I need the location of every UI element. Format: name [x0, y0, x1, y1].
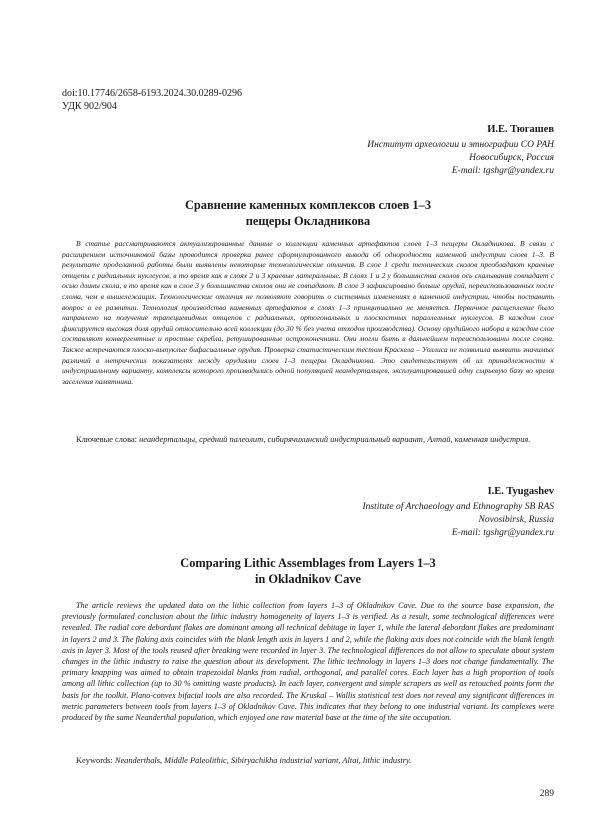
author-en: I.E. Tyugashev — [487, 486, 554, 497]
keywords-en — [62, 755, 554, 766]
title-ru-line-1: Сравнение каменных комплексов слоев 1–3 — [184, 198, 432, 212]
article-meta — [62, 87, 242, 113]
title-ru-line-2: пещеры Окладникова — [245, 214, 371, 228]
udk-line: УДК 902/904 — [62, 101, 117, 112]
affiliation-ru-institute: Институт археологии и этнографии СО РАН — [367, 140, 554, 150]
abstract-ru: В статье рассматриваются актуализированные данные о коллекции каменных артефактов слоев 1–3 пещеры Окладникова. В связи с расширением источниковой базы проводится проверка ранее сформулированного вывода об однородности каменной индустрии слоев 1–3. В результате проделанной работы были выявлены некоторые технологические отличия. В слое 1 среди технических сколов преобладают краевые отщепы с радиальных нуклеусов, в то время как в слоях 2 и 3 краевые латеральные. В слоях 1 и 2 у большинства сколов ось скалывания совпадает с осью длины скола, в то время как в слое 3 у большинства сколов они не совпадают. В слое 3 зафиксировано больше орудий, переиспользованных после слома, чем в вышележащих. Технологические отличия не позволяют говорить о системных изменениях в каменной индустрии, чтобы поставить вопрос о ее развитии. Технология производства каменных артефактов в слоях 1–3 принципиально не меняется. Первичное расщепление было направлено на получение трапециевидных отщепов с радиальных, ортогональных и плоскостных параллельных нуклеусов. В каждом слое фиксируется высокая доля орудий относительно всей коллекции (до 30 % без учета отходов производства). Основу орудийного набора в каждом слое составляют конвергентные и простые скребла, ретушированные остроконечники. Они могли быть в дальнейшем переиспользованы после слома. Также встречаются плоско-выпуклые бифасиальные орудия. Проверка статистическим тестом Краскела – Уоллиса не позволила выявить значимых различий в метрических показателях между орудиями слоев 1–3 пещеры Окладникова. Это свидетельствует об их принадлежности к индустриальному варианту, комплексы которого производились одной популяцией неандертальцев, эксплуатировавшей одну сырьевую базу во время заселения памятника. — [62, 239, 554, 386]
keywords-en-label: Keywords: — [76, 756, 113, 765]
affiliation-ru — [367, 139, 554, 178]
keywords-ru-label: Ключевые слова: — [76, 435, 137, 444]
affiliation-en — [362, 501, 554, 540]
abstract-en: The article reviews the updated data on the lithic collection from layers 1–3 of Okladnikov Cave. Due to the source base expansion, the previously formulated conclusion about the lithic industry homogeneity of layers 1–3 is verified. As a result, some technological differences were revealed. The radial core debordant flakes are dominant among all technical debitage in layer 1, while the lateral debordant flakes are predominant in layers 2 and 3. The flaking axis coincides with the blank length axis in layers 1 and 2, while the flaking axis does not coincide with the blank length axis in layer 3. Most of the tools reused after breaking were recorded in layer 3. The technological differences do not allow to speculate about system changes in the lithic industry to raise the question about its development. The lithic technology in layers 1–3 does not change fundamentally. The primary knapping was aimed to obtain trapezoidal blanks from radial, orthogonal, and parallel cores. Each layer has a high proportion of tools among all lithic collection (up to 30 % omitting waste products). In each layer, convergent and simple scrapers as well as retouched points form the basis for the toolkit. Plano-convex bifacial tools are also recorded. The Kruskal – Wallis statistical test does not reveal any significant differences in metric parameters between tools from layers 1–3 of Okladnikov Cave. This indicates that they belong to one industrial variant. Its complexes were produced by the same Neanderthal population, which enjoyed one raw material base at the time of the site occupation. — [62, 601, 554, 723]
title-ru — [62, 197, 554, 229]
keywords-en-text: Neanderthals, Middle Paleolithic, Sibiryachikha industrial variant, Altai, lithic industry. — [114, 756, 412, 765]
page-number: 289 — [539, 789, 554, 799]
affiliation-en-email: E-mail: tgshgr@yandex.ru — [451, 528, 554, 538]
author-ru: И.Е. Тюгашев — [487, 124, 554, 135]
title-en — [62, 555, 554, 587]
keywords-ru — [62, 434, 554, 445]
title-en-line-1: Comparing Lithic Assemblages from Layers 1–3 — [180, 556, 436, 570]
title-en-line-2: in Okladnikov Cave — [254, 572, 362, 586]
affiliation-ru-email: E-mail: tgshgr@yandex.ru — [451, 166, 554, 176]
keywords-ru-text: неандертальцы, средний палеолит, сибирячихинский индустриальный вариант, Алтай, каменная индустрия. — [139, 435, 531, 444]
doi-line: doi:10.17746/2658-6193.2024.30.0289-0296 — [62, 88, 242, 99]
affiliation-ru-city: Новосибирск, Россия — [469, 153, 554, 163]
affiliation-en-city: Novosibirsk, Russia — [478, 515, 554, 525]
affiliation-en-institute: Institute of Archaeology and Ethnography SB RAS — [362, 502, 554, 512]
